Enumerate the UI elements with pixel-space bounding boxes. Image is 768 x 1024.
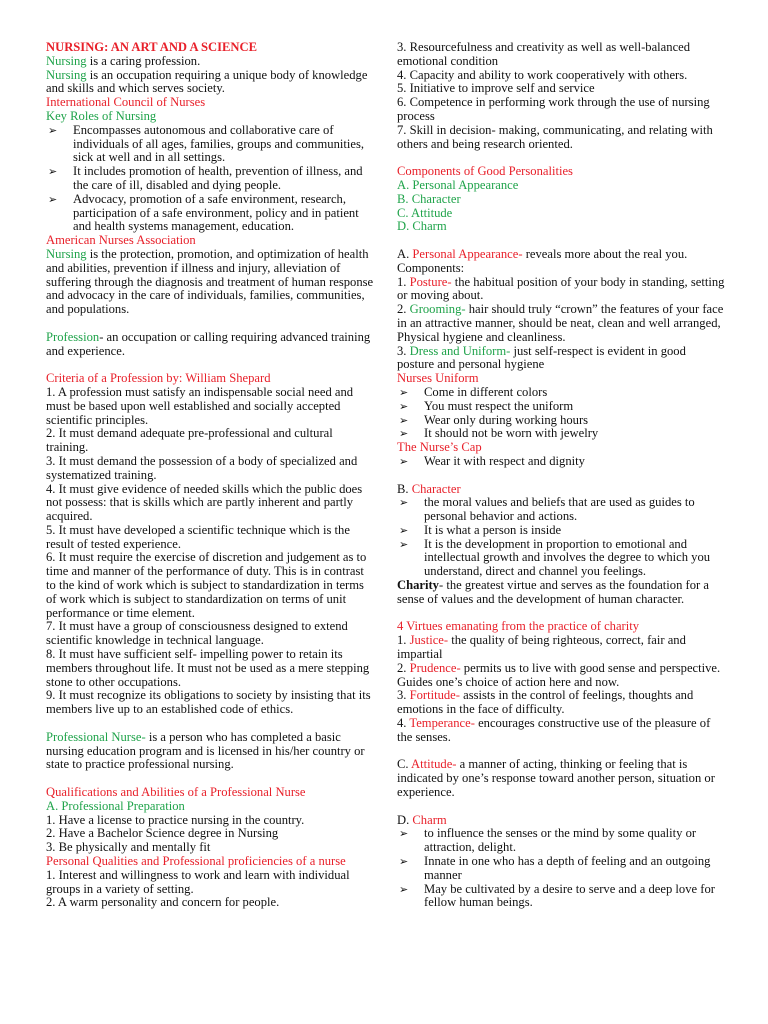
component-item: A. Personal Appearance [397,177,519,192]
virtue-temperance [397,717,725,745]
term-justice: Justice- [409,633,449,648]
personal-quality-item: 1. Interest and willingness to work and learn with individual groups in a variety of setting. [46,867,350,896]
term-professional-nurse: Professional Nurse- [46,729,146,744]
nurses-uniform-heading: Nurses Uniform [397,371,479,386]
right-column [397,41,725,910]
list-item-text: Come in different colors [424,384,548,399]
term-nursing: Nursing [46,67,87,82]
key-roles-list [46,124,374,234]
criteria-item: 1. A profession must satisfy an indispensable social need and must be based upon well established and socially accepted scientific principles. [46,384,354,427]
definition-text: just self-respect is evident in good posture and personal hygiene [397,343,686,372]
definition-text: assists in the control of feelings, thoughts and emotions in the face of difficulty. [397,688,694,717]
spacer [46,317,374,331]
list-item-text: the moral values and beliefs that are used as guides to personal behavior and actions. [424,495,695,524]
personal-quality-item: 5. Initiative to improve self and service [397,81,595,96]
definition-text: - the greatest virtue and serves as the foundation for a sense of values and the development of human character. [397,578,709,606]
spacer [397,607,725,621]
attitude-definition [397,758,725,799]
definition-text: reveals more about the real you. [522,246,688,261]
virtue-fortitude [397,689,725,717]
list-item-text: Wear only during working hours [424,412,589,427]
dress-uniform-item [397,345,725,373]
posture-item [397,276,725,304]
professional-nurse-definition [46,731,374,772]
criteria-item: 5. It must have developed a scientific technique which is the result of tested experience. [46,522,350,551]
spacer [397,800,725,814]
item-number: 2. [397,660,410,675]
list-item [397,827,725,855]
arrow-bullet-icon: ➢ [399,399,409,413]
definition-text: the quality of being righteous, correct, fair and impartial [397,633,686,662]
term-charity: Charity [397,578,439,593]
term-grooming: Grooming- [409,302,466,317]
term-prudence: Prudence- [409,660,461,675]
list-item [397,455,725,469]
list-item [397,538,725,579]
component-item: D. Charm [397,219,447,234]
list-item [397,414,725,428]
spacer [46,358,374,372]
component-item: C. Attitude [397,205,453,220]
spacer [397,234,725,248]
components-label: Components: [397,260,465,275]
character-heading [397,483,725,497]
virtues-heading: 4 Virtues emanating from the practice of charity [397,619,640,634]
term-charm: Charm [412,812,447,827]
preparation-item: 3. Be physically and mentally fit [46,840,211,855]
preparation-item: 1. Have a license to practice nursing in the country. [46,812,305,827]
definition-text: permits us to live with good sense and perspective. Guides one’s choice of action here and now. [397,660,721,689]
component-item: B. Character [397,191,461,206]
ana-heading: American Nurses Association [46,233,196,248]
uniform-list [397,386,725,441]
list-item-text: Wear it with respect and dignity [424,453,585,468]
definition-text: is a caring profession. [86,53,201,68]
components-heading: Components of Good Personalities [397,164,573,179]
spacer [397,151,725,165]
list-item [397,400,725,414]
list-item [397,883,725,911]
definition-text: is a person who has completed a basic nursing education program and is licensed in his/her country or state to practice professional nursing. [46,729,365,772]
criteria-item: 2. It must demand adequate pre-professional and cultural training. [46,426,333,455]
list-item-text: It includes promotion of health, prevention of illness, and the care of ill, disabled and dying people. [73,164,363,192]
term-attitude: Attitude- [411,757,457,772]
list-item [46,165,374,193]
criteria-item: 7. It must have a group of consciousness designed to extend scientific knowledge in technical language. [46,619,348,648]
definition-text: is the protection, promotion, and optimization of health and abilities, prevention if illness and injury, alleviation of suffering through the diagnosis and treatment of human response and advocacy in the care of individuals, families, communities, and populations. [46,246,374,317]
personal-quality-item: 4. Capacity and ability to work cooperatively with others. [397,67,688,82]
document-title: NURSING: AN ART AND A SCIENCE [46,40,258,54]
list-item-text: Innate in one who has a depth of feeling and an outgoing manner [424,854,711,882]
virtue-justice [397,634,725,662]
nurses-cap-heading: The Nurse’s Cap [397,440,482,455]
character-list [397,496,725,579]
arrow-bullet-icon: ➢ [399,537,409,551]
criteria-item: 9. It must recognize its obligations to society by insisting that its members live up to an established code of ethics. [46,688,371,717]
arrow-bullet-icon: ➢ [48,123,58,137]
arrow-bullet-icon: ➢ [399,523,409,537]
definition-occupation [46,69,374,97]
definition-text: is an occupation requiring a unique body of knowledge and skills and which serves society. [46,67,368,96]
charm-list [397,827,725,910]
criteria-item: 6. It must require the exercise of discretion and judgement as to time and manner of the performance of duty. This is in contrast to the kind of work which is subject to standardization in terms of work which is subject to standardization on terms of unit performance or time element. [46,550,367,620]
criteria-heading: Criteria of a Profession by: William Shepard [46,371,271,386]
list-item-text: You must respect the uniform [424,398,574,413]
personal-qualities-heading: Personal Qualities and Professional proficiencies of a nurse [46,854,346,869]
item-number: 3. [397,688,410,703]
list-item-text: May be cultivated by a desire to serve and a deep love for fellow human beings. [424,881,715,910]
item-number: 3. [397,343,410,358]
arrow-bullet-icon: ➢ [399,496,409,510]
list-item-text: It should not be worn with jewelry [424,426,599,441]
spacer [397,469,725,483]
arrow-bullet-icon: ➢ [399,855,409,869]
list-item-text: Encompasses autonomous and collaborative care of individuals of all ages, families, groups and communities, sick at well and in all settings. [73,122,365,165]
term-posture: Posture- [409,274,452,289]
term-character: Character [411,481,461,496]
spacer [46,717,374,731]
item-number: 1. [397,274,410,289]
definition-text: a manner of acting, thinking or feeling that is indicated by one’s response toward another person, situation or experience. [397,757,715,800]
criteria-item: 4. It must give evidence of needed skills which the public does not possess: that is skills which are partly inherent and partly acquired. [46,481,363,524]
arrow-bullet-icon: ➢ [48,165,58,179]
section-letter: D. [397,812,413,827]
definition-text: hair should truly “crown” the features of your face in an attractive manner, should be neat, clean and well arranged, Physical hygiene and cleanliness. [397,302,724,344]
definition-text: - an occupation or calling requiring advanced training and experience. [46,329,371,358]
qualifications-heading: Qualifications and Abilities of a Professional Nurse [46,785,306,800]
section-letter: B. [397,481,412,496]
term-personal-appearance: Personal Appearance- [412,246,523,261]
key-roles-heading: Key Roles of Nursing [46,108,157,123]
preparation-item: 2. Have a Bachelor Science degree in Nursing [46,826,279,841]
arrow-bullet-icon: ➢ [399,882,409,896]
term-dress-uniform: Dress and Uniform- [409,343,511,358]
list-item-text: Advocacy, promotion of a safe environment, research, participation of a safe environment, policy and in patient and health systems management, education. [73,191,359,234]
cap-list [397,455,725,469]
list-item [46,124,374,165]
personal-quality-item: 3. Resourcefulness and creativity as well as well-balanced emotional condition [397,40,691,68]
arrow-bullet-icon: ➢ [399,385,409,399]
preparation-heading: A. Professional Preparation [46,798,185,813]
item-number: 4. [397,716,410,731]
personal-quality-item: 7. Skill in decision- making, communicating, and relating with others and being research oriented. [397,122,713,151]
virtue-prudence [397,662,725,690]
section-letter: A. [397,246,413,261]
ana-definition [46,248,374,317]
section-letter: C. [397,757,412,772]
spacer [46,772,374,786]
list-item [397,855,725,883]
item-number: 2. [397,302,410,317]
definition-caring [46,55,374,69]
left-column [46,41,374,910]
personal-quality-item: 2. A warm personality and concern for people. [46,895,280,910]
spacer [397,745,725,759]
arrow-bullet-icon: ➢ [399,427,409,441]
list-item [397,386,725,400]
icn-heading: International Council of Nurses [46,95,206,110]
charity-definition [397,579,725,607]
arrow-bullet-icon: ➢ [48,192,58,206]
list-item [397,524,725,538]
profession-definition [46,331,374,359]
list-item [46,193,374,234]
term-nursing: Nursing [46,53,87,68]
list-item-text: It is what a person is inside [424,522,562,537]
charm-heading [397,814,725,828]
arrow-bullet-icon: ➢ [399,454,409,468]
item-number: 1. [397,633,410,648]
arrow-bullet-icon: ➢ [399,413,409,427]
personal-quality-item: 6. Competence in performing work through the use of nursing process [397,95,710,123]
definition-text: encourages constructive use of the pleasure of the senses. [397,716,711,744]
term-nursing: Nursing [46,246,87,261]
term-profession: Profession [46,329,100,344]
definition-text: the habitual position of your body in standing, setting or moving about. [397,274,725,303]
term-fortitude: Fortitude- [409,688,460,703]
list-item-text: to influence the senses or the mind by some quality or attraction, delight. [424,826,697,855]
list-item [397,427,725,441]
criteria-item: 3. It must demand the possession of a body of specialized and systematized training. [46,453,358,482]
grooming-item [397,303,725,344]
criteria-item: 8. It must have sufficient self- impelling power to retain its members throughout life. It must not be used as a mere stepping stone to other occupations. [46,647,370,689]
personal-appearance-definition [397,248,725,262]
term-temperance: Temperance- [409,716,475,731]
list-item [397,496,725,524]
list-item-text: It is the development in proportion to emotional and intellectual growth and involves the degree to which you understand, direct and channel you feelings. [424,536,711,579]
arrow-bullet-icon: ➢ [399,827,409,841]
